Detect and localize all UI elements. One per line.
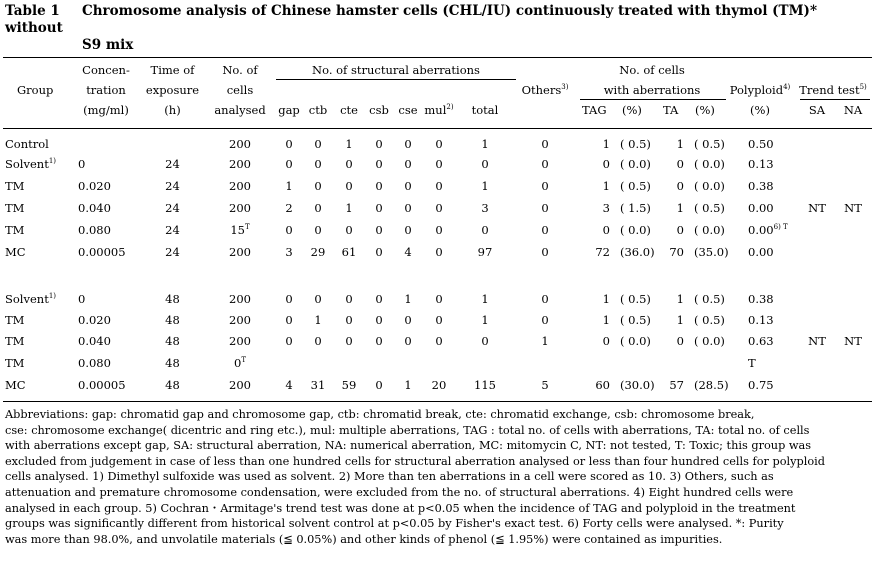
cell-tag: 1 <box>602 292 610 306</box>
cell-csb: 0 <box>375 313 383 327</box>
cell-tap: ( 0.5) <box>694 292 725 306</box>
cell-ta: 70 <box>669 245 684 259</box>
cell-group: Solvent$^{1)}$ <box>5 157 56 171</box>
cell-tag: 0 <box>602 223 610 237</box>
cell-time: 48 <box>165 334 180 348</box>
cell-tap: ( 0.5) <box>694 313 725 327</box>
cell-ta: 0 <box>676 223 684 237</box>
cell-time: 48 <box>165 378 180 392</box>
cell-cells: 200 <box>229 201 251 215</box>
cell-gap: 1 <box>285 179 293 193</box>
header-conc-2: tration <box>86 83 126 97</box>
cell-ctb: 1 <box>314 313 322 327</box>
cell-total: 0 <box>481 334 489 348</box>
cell-tagp: ( 0.5) <box>620 179 651 193</box>
footnote-line: analysed in each group. 5) Cochran・Armitage's trend test was done at p<0.05 when the incidence of TAG and polyploid in the treatment <box>5 501 796 515</box>
header-polyploid-pct: (%) <box>750 103 770 117</box>
cell-group: TM <box>5 201 25 215</box>
footnote-line: was more than 98.0%, and unvolatile materials (≦ 0.05%) and other kinds of phenol (≦ 1.95%) were contained as impurities. <box>5 532 723 546</box>
cell-total: 1 <box>481 292 489 306</box>
cell-tagp: ( 1.5) <box>620 201 651 215</box>
cell-group: TM <box>5 223 25 237</box>
cell-ctb: 0 <box>314 223 322 237</box>
cell-cells: 200 <box>229 245 251 259</box>
cell-ctb: 0 <box>314 179 322 193</box>
cell-tap: (35.0) <box>694 245 729 259</box>
footnote-line: attenuation and premature chromosome condensation, were excluded from the no. of structural aberrations. 4) Eight hundred cells were <box>5 485 794 499</box>
cell-tagp: ( 0.0) <box>620 334 651 348</box>
cell-tag: 72 <box>595 245 610 259</box>
cell-conc: 0.040 <box>78 334 111 348</box>
cell-cte: 0 <box>345 179 353 193</box>
cell-others: 1 <box>541 334 549 348</box>
cell-tag: 1 <box>602 179 610 193</box>
cell-tag: 0 <box>602 157 610 171</box>
cell-csb: 0 <box>375 292 383 306</box>
header-ctb: ctb <box>308 103 328 117</box>
header-csb: csb <box>369 103 389 117</box>
header-na: NA <box>843 103 863 117</box>
cell-tagp: ( 0.5) <box>620 313 651 327</box>
cell-cse: 4 <box>404 245 412 259</box>
cell-others: 0 <box>541 223 549 237</box>
header-cells-2: cells <box>226 83 254 97</box>
cell-group: TM <box>5 179 25 193</box>
cell-others: 0 <box>541 201 549 215</box>
cell-cte: 0 <box>345 157 353 171</box>
cell-sa: NT <box>808 201 826 215</box>
cell-cse: 0 <box>404 137 412 151</box>
header-mul: mul$^{2)}$ <box>424 103 454 117</box>
header-trend: Trend test$^{5)}$ <box>799 83 867 97</box>
cell-poly: 0.13 <box>748 313 774 327</box>
cell-mul: 0 <box>435 223 443 237</box>
cell-conc: 0.00005 <box>78 245 126 259</box>
cell-cells: 200 <box>229 378 251 392</box>
cell-total: 115 <box>474 378 496 392</box>
cell-csb: 0 <box>375 179 383 193</box>
header-cells-3: analysed <box>214 103 266 117</box>
cell-ctb: 0 <box>314 334 322 348</box>
header-gap: gap <box>278 103 300 117</box>
cell-mul: 0 <box>435 313 443 327</box>
cell-cse: 1 <box>404 378 412 392</box>
title-line-2: S9 mix <box>82 37 134 53</box>
cell-tagp: ( 0.0) <box>620 223 651 237</box>
cell-cells: 200 <box>229 179 251 193</box>
cell-ctb: 0 <box>314 292 322 306</box>
cell-poly: 0.00 <box>748 201 774 215</box>
cell-ta: 1 <box>676 292 684 306</box>
cell-mul: 0 <box>435 245 443 259</box>
cell-cells: 200 <box>229 292 251 306</box>
cell-gap: 0 <box>285 223 293 237</box>
cell-total: 3 <box>481 201 489 215</box>
cell-ctb: 29 <box>310 245 326 259</box>
cell-tagp: ( 0.5) <box>620 137 651 151</box>
cell-cte: 1 <box>345 201 353 215</box>
cell-tag: 1 <box>602 137 610 151</box>
trend-underline <box>800 99 870 100</box>
header-with-ab-1: No. of cells <box>619 63 685 77</box>
cell-others: 0 <box>541 313 549 327</box>
cell-cells: 200 <box>229 137 251 151</box>
header-with-ab-2: with aberrations <box>603 83 701 97</box>
cell-group: MC <box>5 245 26 259</box>
cell-sa: NT <box>808 334 826 348</box>
cell-others: 0 <box>541 245 549 259</box>
cell-cse: 0 <box>404 223 412 237</box>
footnote-line: cse: chromosome exchange( dicentric and ring etc.), mul: multiple aberrations, TAG : total no. of cells with aberrations, TA: total no. of cells <box>5 423 810 437</box>
header-cells-1: No. of <box>222 63 258 77</box>
cell-cells: $0^T$ <box>234 356 246 370</box>
cell-gap: 4 <box>285 378 293 392</box>
cell-tag: 0 <box>602 334 610 348</box>
cell-gap: 2 <box>285 201 293 215</box>
header-group: Group <box>17 83 54 97</box>
cell-ta: 1 <box>676 201 684 215</box>
cell-conc: 0.080 <box>78 356 111 370</box>
cell-conc: 0.020 <box>78 179 111 193</box>
table-title <box>5 3 870 54</box>
cell-tap: (28.5) <box>694 378 729 392</box>
cell-ta: 0 <box>676 334 684 348</box>
cell-time: 24 <box>165 223 180 237</box>
cell-mul: 20 <box>431 378 447 392</box>
cell-tagp: ( 0.5) <box>620 292 651 306</box>
header-others: Others$^{3)}$ <box>521 83 569 97</box>
cell-ctb: 31 <box>310 378 326 392</box>
cell-tag: 60 <box>595 378 610 392</box>
structural-underline <box>276 79 516 80</box>
table-number: Table 1 <box>5 3 60 19</box>
cell-na: NT <box>844 201 862 215</box>
header-conc-1: Concen- <box>82 63 130 77</box>
footnote-line: Abbreviations: gap: chromatid gap and chromosome gap, ctb: chromatid break, cte: chromatid exchange, csb: chromosome break, <box>5 408 755 421</box>
header-total: total <box>471 103 499 117</box>
cell-total: 1 <box>481 179 489 193</box>
cell-poly: 0.13 <box>748 157 774 171</box>
cell-cells: 200 <box>229 313 251 327</box>
cell-ctb: 0 <box>314 137 322 151</box>
cell-mul: 0 <box>435 137 443 151</box>
header-ta: TA <box>663 103 679 117</box>
footnote-line: with aberrations except gap, SA: structural aberration, NA: numerical aberration, MC: mitomycin C, NT: not tested, T: Toxic; this group was <box>5 439 812 453</box>
cell-ctb: 0 <box>314 157 322 171</box>
cell-cells: $15^T$ <box>230 223 250 237</box>
cell-poly: 0.38 <box>748 179 774 193</box>
header-rule <box>3 128 872 129</box>
cell-mul: 0 <box>435 179 443 193</box>
cell-csb: 0 <box>375 245 383 259</box>
cell-cse: 0 <box>404 179 412 193</box>
cell-poly: T <box>748 356 756 370</box>
cell-na: NT <box>844 334 862 348</box>
cell-mul: 0 <box>435 157 443 171</box>
cell-cells: 200 <box>229 334 251 348</box>
cell-gap: 0 <box>285 292 293 306</box>
header-polyploid: Polyploid$^{4)}$ <box>729 83 791 97</box>
cell-cte: 0 <box>345 334 353 348</box>
header-ta-pct: (%) <box>695 103 715 117</box>
cell-total: 1 <box>481 313 489 327</box>
cell-time: 24 <box>165 201 180 215</box>
cell-csb: 0 <box>375 334 383 348</box>
cell-time: 24 <box>165 157 180 171</box>
cell-ctb: 0 <box>314 201 322 215</box>
cell-cte: 61 <box>341 245 357 259</box>
cell-poly: 0.38 <box>748 292 774 306</box>
cell-ta: 1 <box>676 137 684 151</box>
cell-cse: 1 <box>404 292 412 306</box>
cell-cse: 0 <box>404 313 412 327</box>
cell-poly: $0.00^{6) T}$ <box>748 223 788 237</box>
cell-mul: 0 <box>435 334 443 348</box>
cell-csb: 0 <box>375 201 383 215</box>
cell-conc: 0.00005 <box>78 378 126 392</box>
cell-poly: 0.63 <box>748 334 774 348</box>
cell-ta: 0 <box>676 179 684 193</box>
bottom-rule <box>3 401 872 402</box>
cell-tap: ( 0.0) <box>694 179 725 193</box>
cell-cells: 200 <box>229 157 251 171</box>
header-tag: TAG <box>582 103 607 117</box>
footnote-line: excluded from judgement in case of less than one hundred cells for structural aberration analysed or less than four hundred cells for polyploid <box>5 454 826 468</box>
cell-ta: 0 <box>676 157 684 171</box>
cell-conc: 0.020 <box>78 313 111 327</box>
header-sa: SA <box>808 103 826 117</box>
footnote-line: cells analysed. 1) Dimethyl sulfoxide was used as solvent. 2) More than ten aberrations in a cell were scored as 10. 3) Others, such as <box>5 470 774 484</box>
header-cse: cse <box>398 103 418 117</box>
cell-csb: 0 <box>375 378 383 392</box>
header-time-2: exposure <box>145 83 200 97</box>
cell-gap: 0 <box>285 157 293 171</box>
top-rule <box>3 57 872 58</box>
cell-tap: ( 0.5) <box>694 137 725 151</box>
with-ab-underline <box>580 99 726 100</box>
cell-others: 0 <box>541 137 549 151</box>
header-time-1: Time of <box>150 63 195 77</box>
cell-conc: 0 <box>78 292 86 306</box>
cell-time: 24 <box>165 179 180 193</box>
footnote <box>5 407 871 547</box>
cell-gap: 0 <box>285 313 293 327</box>
cell-cte: 0 <box>345 223 353 237</box>
cell-cse: 0 <box>404 334 412 348</box>
cell-group: Control <box>5 137 49 151</box>
cell-others: 0 <box>541 292 549 306</box>
cell-total: 0 <box>481 223 489 237</box>
cell-csb: 0 <box>375 137 383 151</box>
cell-tap: ( 0.0) <box>694 157 725 171</box>
cell-poly: 0.50 <box>748 137 774 151</box>
cell-conc: 0.040 <box>78 201 111 215</box>
header-conc-3: (mg/ml) <box>83 103 129 117</box>
cell-mul: 0 <box>435 292 443 306</box>
cell-group: Solvent$^{1)}$ <box>5 292 56 306</box>
cell-cte: 59 <box>341 378 357 392</box>
cell-group: TM <box>5 334 25 348</box>
title-line-1: Chromosome analysis of Chinese hamster cells (CHL/IU) continuously treated with thymol (TM)* without <box>5 3 817 36</box>
cell-poly: 0.75 <box>748 378 774 392</box>
cell-tagp: (36.0) <box>620 245 655 259</box>
header-structural: No. of structural aberrations <box>312 63 480 77</box>
cell-ta: 1 <box>676 313 684 327</box>
cell-group: TM <box>5 356 25 370</box>
cell-tag: 1 <box>602 313 610 327</box>
cell-time: 24 <box>165 245 180 259</box>
cell-time: 48 <box>165 292 180 306</box>
cell-total: 0 <box>481 157 489 171</box>
cell-total: 97 <box>477 245 493 259</box>
cell-cte: 0 <box>345 292 353 306</box>
cell-poly: 0.00 <box>748 245 774 259</box>
cell-others: 5 <box>541 378 549 392</box>
cell-tap: ( 0.0) <box>694 334 725 348</box>
cell-csb: 0 <box>375 157 383 171</box>
cell-gap: 0 <box>285 334 293 348</box>
cell-gap: 3 <box>285 245 293 259</box>
cell-total: 1 <box>481 137 489 151</box>
cell-group: MC <box>5 378 26 392</box>
header-time-3: (h) <box>164 103 181 117</box>
cell-tagp: (30.0) <box>620 378 655 392</box>
cell-group: TM <box>5 313 25 327</box>
cell-conc: 0.080 <box>78 223 111 237</box>
cell-cse: 0 <box>404 157 412 171</box>
cell-gap: 0 <box>285 137 293 151</box>
cell-csb: 0 <box>375 223 383 237</box>
cell-conc: 0 <box>78 157 86 171</box>
cell-time: 48 <box>165 356 180 370</box>
cell-others: 0 <box>541 179 549 193</box>
cell-ta: 57 <box>669 378 684 392</box>
cell-tag: 3 <box>602 201 610 215</box>
cell-cte: 1 <box>345 137 353 151</box>
cell-mul: 0 <box>435 201 443 215</box>
header-cte: cte <box>340 103 358 117</box>
header-tag-pct: (%) <box>622 103 642 117</box>
cell-others: 0 <box>541 157 549 171</box>
cell-cse: 0 <box>404 201 412 215</box>
footnote-line: groups was significantly different from historical solvent control at p<0.05 by Fisher's exact test. 6) Forty cells were analysed. *: Purity <box>5 517 784 531</box>
cell-cte: 0 <box>345 313 353 327</box>
cell-tap: ( 0.0) <box>694 223 725 237</box>
cell-tap: ( 0.5) <box>694 201 725 215</box>
cell-time: 48 <box>165 313 180 327</box>
cell-tagp: ( 0.0) <box>620 157 651 171</box>
